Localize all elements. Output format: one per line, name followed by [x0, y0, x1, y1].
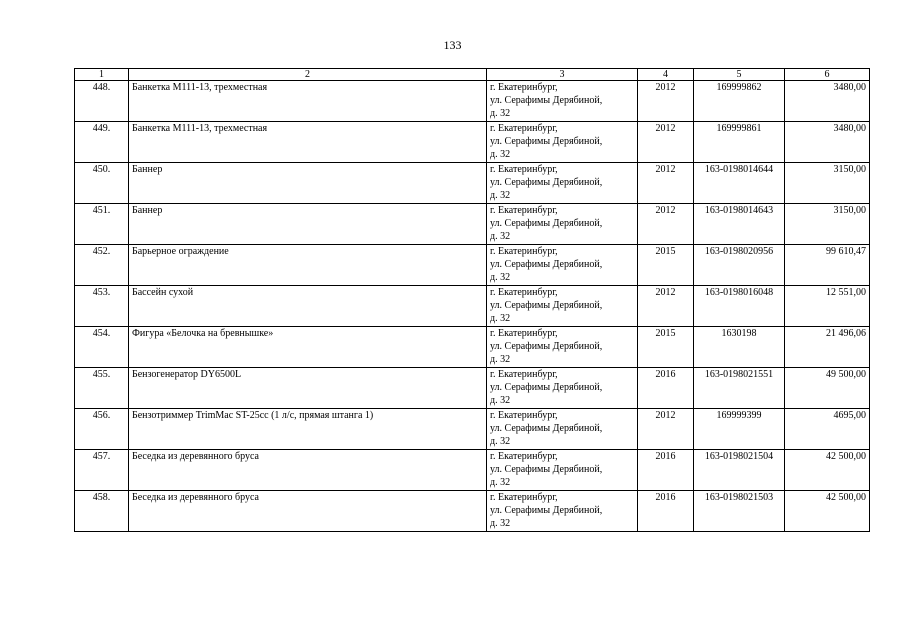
table-row	[75, 368, 870, 409]
address-cell: г. Екатеринбург, ул. Серафимы Дерябиной, д. 32	[487, 368, 638, 409]
row-number-cell: 451.	[75, 204, 129, 245]
year-cell: 2016	[638, 491, 694, 532]
cost-cell: 42 500,00	[785, 491, 870, 532]
table-body	[75, 81, 870, 532]
row-number-cell: 454.	[75, 327, 129, 368]
address-cell: г. Екатеринбург, ул. Серафимы Дерябиной, д. 32	[487, 409, 638, 450]
address-cell: г. Екатеринбург, ул. Серафимы Дерябиной, д. 32	[487, 491, 638, 532]
row-number-cell: 449.	[75, 122, 129, 163]
item-name-cell: Барьерное ограждение	[129, 245, 487, 286]
cost-cell: 3150,00	[785, 163, 870, 204]
column-header-6: 6	[785, 69, 870, 81]
table-row	[75, 81, 870, 122]
inventory-number-cell: 1630198	[694, 327, 785, 368]
row-number-cell: 450.	[75, 163, 129, 204]
year-cell: 2012	[638, 163, 694, 204]
column-header-3: 3	[487, 69, 638, 81]
header-row	[75, 69, 870, 81]
year-cell: 2016	[638, 450, 694, 491]
item-name-cell: Беседка из деревянного бруса	[129, 491, 487, 532]
page-number: 133	[443, 38, 462, 52]
table-row	[75, 491, 870, 532]
year-cell: 2015	[638, 245, 694, 286]
year-cell: 2012	[638, 409, 694, 450]
address-cell: г. Екатеринбург, ул. Серафимы Дерябиной, д. 32	[487, 163, 638, 204]
address-cell: г. Екатеринбург, ул. Серафимы Дерябиной, д. 32	[487, 81, 638, 122]
table-row	[75, 122, 870, 163]
column-header-2: 2	[129, 69, 487, 81]
inventory-number-cell: 163-0198016048	[694, 286, 785, 327]
item-name-cell: Баннер	[129, 204, 487, 245]
inventory-number-cell: 163-0198020956	[694, 245, 785, 286]
inventory-number-cell: 163-0198014644	[694, 163, 785, 204]
address-cell: г. Екатеринбург, ул. Серафимы Дерябиной, д. 32	[487, 286, 638, 327]
address-cell: г. Екатеринбург, ул. Серафимы Дерябиной, д. 32	[487, 204, 638, 245]
year-cell: 2016	[638, 368, 694, 409]
inventory-number-cell: 163-0198021504	[694, 450, 785, 491]
table-row	[75, 409, 870, 450]
cost-cell: 3480,00	[785, 81, 870, 122]
row-number-cell: 458.	[75, 491, 129, 532]
item-name-cell: Баннер	[129, 163, 487, 204]
inventory-table	[74, 68, 870, 532]
item-name-cell: Беседка из деревянного бруса	[129, 450, 487, 491]
year-cell: 2012	[638, 81, 694, 122]
table-header	[75, 69, 870, 81]
table-row	[75, 163, 870, 204]
year-cell: 2012	[638, 286, 694, 327]
column-header-4: 4	[638, 69, 694, 81]
row-number-cell: 453.	[75, 286, 129, 327]
row-number-cell: 456.	[75, 409, 129, 450]
cost-cell: 4695,00	[785, 409, 870, 450]
cost-cell: 3480,00	[785, 122, 870, 163]
item-name-cell: Бензогенератор DY6500L	[129, 368, 487, 409]
year-cell: 2015	[638, 327, 694, 368]
address-cell: г. Екатеринбург, ул. Серафимы Дерябиной, д. 32	[487, 245, 638, 286]
address-cell: г. Екатеринбург, ул. Серафимы Дерябиной, д. 32	[487, 122, 638, 163]
item-name-cell: Банкетка М111-13, трехместная	[129, 122, 487, 163]
year-cell: 2012	[638, 122, 694, 163]
year-cell: 2012	[638, 204, 694, 245]
row-number-cell: 457.	[75, 450, 129, 491]
inventory-number-cell: 163-0198014643	[694, 204, 785, 245]
cost-cell: 3150,00	[785, 204, 870, 245]
cost-cell: 21 496,06	[785, 327, 870, 368]
item-name-cell: Банкетка М111-13, трехместная	[129, 81, 487, 122]
table-row	[75, 245, 870, 286]
address-cell: г. Екатеринбург, ул. Серафимы Дерябиной, д. 32	[487, 450, 638, 491]
row-number-cell: 455.	[75, 368, 129, 409]
inventory-number-cell: 163-0198021503	[694, 491, 785, 532]
item-name-cell: Фигура «Белочка на бревнышке»	[129, 327, 487, 368]
cost-cell: 12 551,00	[785, 286, 870, 327]
table-row	[75, 286, 870, 327]
table-row	[75, 327, 870, 368]
inventory-number-cell: 163-0198021551	[694, 368, 785, 409]
cost-cell: 49 500,00	[785, 368, 870, 409]
column-header-5: 5	[694, 69, 785, 81]
table-row	[75, 450, 870, 491]
cost-cell: 42 500,00	[785, 450, 870, 491]
inventory-number-cell: 169999862	[694, 81, 785, 122]
table-row	[75, 204, 870, 245]
row-number-cell: 452.	[75, 245, 129, 286]
cost-cell: 99 610,47	[785, 245, 870, 286]
item-name-cell: Бассейн сухой	[129, 286, 487, 327]
row-number-cell: 448.	[75, 81, 129, 122]
inventory-number-cell: 169999399	[694, 409, 785, 450]
item-name-cell: Бензотриммер TrimMac ST-25cc (1 л/с, прямая штанга 1)	[129, 409, 487, 450]
column-header-1: 1	[75, 69, 129, 81]
address-cell: г. Екатеринбург, ул. Серафимы Дерябиной, д. 32	[487, 327, 638, 368]
inventory-number-cell: 169999861	[694, 122, 785, 163]
